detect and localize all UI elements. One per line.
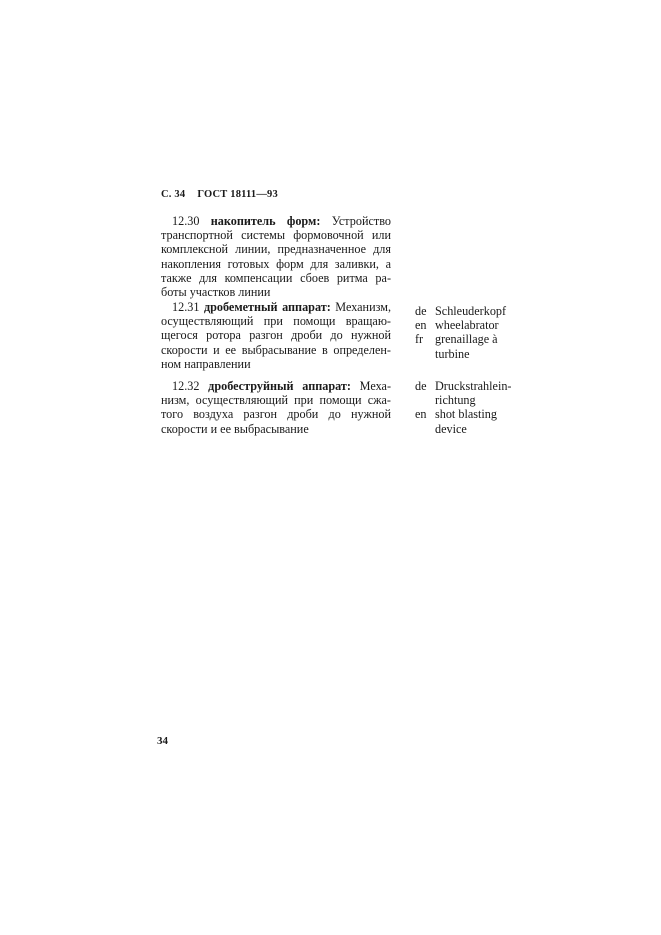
equivalent-de [415, 379, 511, 393]
entry-number: 12.30 [172, 214, 200, 228]
entry-line: транспортной системы формовочной или [161, 228, 391, 243]
equivalent-continuation: device [435, 421, 467, 436]
equivalent-continuation: richtung [435, 393, 476, 408]
entry-line: скорости и ее выбрасывание [161, 421, 309, 436]
entry-line: комплексной линии, предназначенное для [161, 242, 391, 257]
lang-code: de [415, 379, 427, 393]
entry-line: ном направлении [161, 356, 251, 371]
entry-definition-start: Устройство [331, 214, 391, 228]
entry-number: 12.31 [172, 300, 200, 314]
term-entry-12-32 [161, 379, 391, 436]
term-entry-12-30 [161, 214, 391, 299]
lang-code: en [415, 318, 427, 333]
entry-line: скорости и ее выбрасывание в определен- [161, 342, 391, 357]
entry-line: также для компенсации сбоев ритма ра- [161, 270, 391, 285]
foreign-equivalents-12-31 [415, 304, 506, 361]
equivalent-term: grenaillage à [435, 332, 498, 347]
entry-definition-start: Меха- [359, 379, 391, 393]
gost-designation: ГОСТ 18111—93 [197, 189, 278, 200]
page-label: С. 34 [161, 189, 186, 200]
entry-line: накопления готовых форм для заливки, а [161, 256, 391, 271]
entry-first-line [161, 214, 391, 228]
entry-definition-start: Механизм, [335, 300, 391, 314]
entry-term: дробеструйный аппарат: [208, 379, 351, 393]
entry-first-line [161, 379, 391, 393]
equivalent-fr [415, 332, 506, 346]
equivalent-en [415, 318, 506, 332]
equivalent-continuation: turbine [435, 346, 470, 361]
entry-line: щегося ротора разгон дроби до нужной [161, 328, 391, 343]
entry-first-line [161, 300, 391, 314]
entry-term: накопитель форм: [210, 214, 321, 228]
equivalent-term: wheelabrator [435, 318, 499, 333]
foreign-equivalents-12-32 [415, 379, 511, 436]
equivalent-term: Druckstrahlein- [435, 379, 512, 393]
entry-term: дробеметный аппарат: [203, 300, 331, 314]
equivalent-de [415, 304, 506, 318]
lang-code: de [415, 304, 427, 318]
equivalent-term: Schleuderkopf [435, 304, 507, 318]
entry-line: боты участков линии [161, 285, 271, 300]
entry-line: того воздуха разгон дроби до нужной [161, 407, 391, 422]
entry-line: низм, осуществляющий при помощи сжа- [161, 393, 391, 408]
lang-code: fr [415, 332, 424, 347]
equivalent-en [415, 407, 511, 421]
page-header [161, 189, 278, 200]
entry-number: 12.32 [172, 379, 200, 393]
term-entry-12-31 [161, 300, 391, 371]
page-number: 34 [157, 735, 168, 747]
entry-line: осуществляющий при помощи вращаю- [161, 314, 391, 329]
lang-code: en [415, 407, 427, 422]
equivalent-term: shot blasting [435, 407, 497, 422]
